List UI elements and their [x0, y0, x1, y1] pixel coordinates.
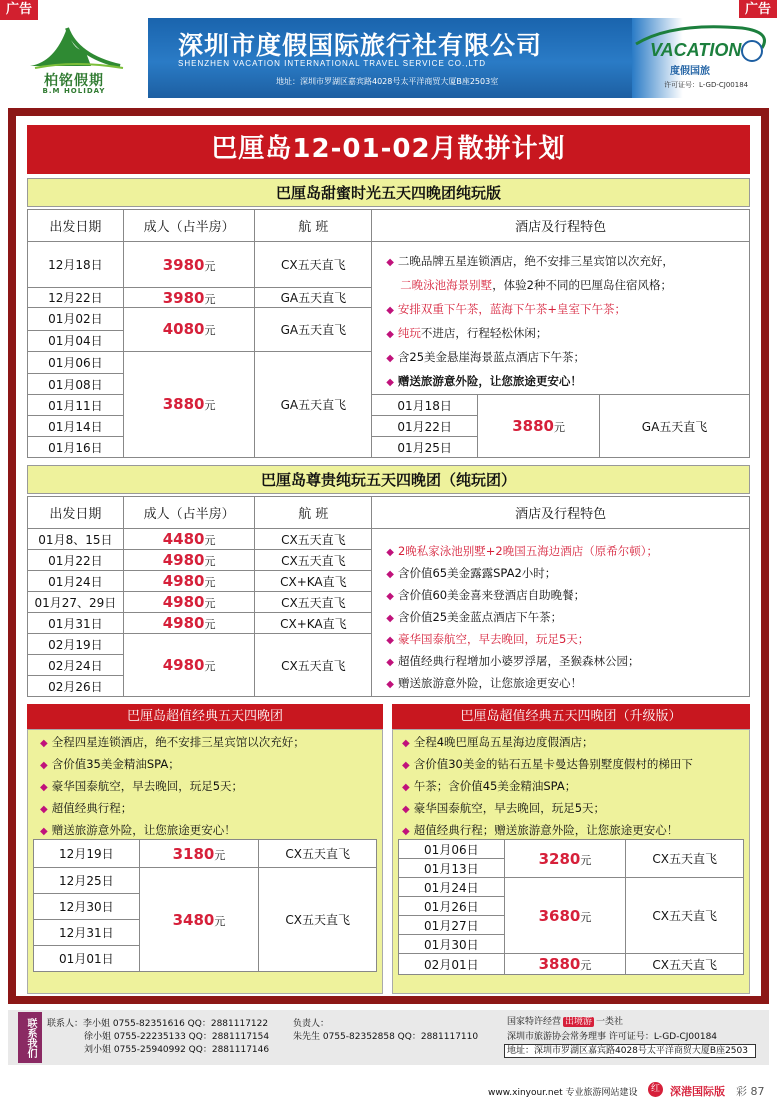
- diamond-bullet-icon: ◆: [402, 760, 410, 771]
- diamond-bullet-icon: ◆: [386, 377, 394, 388]
- table-row-date: 02月01日: [399, 954, 505, 975]
- yuan-unit: 元: [580, 959, 592, 972]
- diamond-bullet-icon: ◆: [386, 547, 394, 558]
- company-name-cn: 深圳市度假国际旅行社有限公司: [178, 31, 543, 60]
- flight-cell: CX五天直飞: [259, 868, 377, 972]
- feature-item: ◆ 二晚品牌五星连锁酒店，绝不安排三星宾馆以次充好，: [386, 254, 674, 268]
- table-row-date: 01月06日: [399, 840, 505, 859]
- yuan-unit: 元: [553, 421, 565, 434]
- page-number: 彩 87: [736, 1085, 765, 1098]
- feature-item: ◆ 全程4晚巴厘岛五星海边度假酒店；: [402, 735, 594, 749]
- feature-item: ◆ 含价值25美金蓝点酒店下午茶；: [386, 610, 563, 624]
- diamond-bullet-icon: ◆: [40, 760, 48, 771]
- price-cell: [504, 878, 626, 954]
- table-row-date: 12月22日: [28, 288, 124, 308]
- price-value: 3180: [172, 844, 215, 863]
- header-license: 许可证号：L-GD-CJ00184: [664, 81, 749, 89]
- company-banner: [148, 18, 632, 98]
- outbound-badge: 出境游: [565, 1017, 593, 1027]
- diamond-bullet-icon: ◆: [402, 804, 410, 815]
- table-row-date: 12月19日: [34, 840, 140, 868]
- diamond-bullet-icon: ◆: [40, 782, 48, 793]
- yuan-unit: 元: [204, 618, 216, 631]
- table-row-date: 01月11日: [28, 395, 124, 416]
- price-value: 4080: [162, 320, 205, 339]
- flight-cell: CX五天直飞: [255, 529, 372, 550]
- diamond-bullet-icon: ◆: [40, 738, 48, 749]
- col-header-flight: 航 班: [255, 497, 372, 529]
- diamond-bullet-icon: ◆: [386, 257, 394, 268]
- yuan-unit: 元: [214, 848, 226, 862]
- feature-item: ◆ 豪华国泰航空，早去晚回，玩足5天；: [386, 632, 590, 646]
- yuan-unit: 元: [204, 259, 216, 273]
- price-value: 4980: [162, 656, 205, 674]
- table-row-date: 01月06日: [28, 351, 124, 374]
- price-cell: [123, 529, 255, 550]
- diamond-bullet-icon: ◆: [386, 635, 394, 646]
- flight-cell: CX五天直飞: [259, 840, 377, 868]
- yuan-unit: 元: [204, 324, 216, 338]
- feature-item: ◆ 午茶；含价值45美金精油SPA；: [402, 779, 577, 793]
- feature-item: ◆ 超值经典行程；: [40, 801, 133, 815]
- price-cell: [139, 840, 259, 868]
- ad-label-right: 广告: [739, 0, 777, 20]
- vacation-logo: [632, 18, 777, 98]
- feature-item: ◆ 赠送旅游意外险，让您旅途更安心！: [386, 374, 582, 388]
- diamond-bullet-icon: ◆: [40, 826, 48, 837]
- diamond-bullet-icon: ◆: [40, 804, 48, 815]
- flight-cell: CX五天直飞: [626, 878, 744, 954]
- price-cell: [123, 613, 255, 634]
- col-header-features: 酒店及行程特色: [372, 497, 750, 529]
- table-row-date: 01月26日: [399, 897, 505, 916]
- flight-cell: CX+KA直飞: [255, 613, 372, 634]
- diamond-bullet-icon: ◆: [386, 613, 394, 624]
- site-credit: www.xinyour.net 专业旅游网站建设: [488, 1088, 638, 1098]
- price-cell: [123, 308, 255, 352]
- col-header-date: 出发日期: [28, 497, 124, 529]
- flight-cell: CX五天直飞: [255, 634, 372, 697]
- table-row-date: 02月24日: [28, 655, 124, 676]
- extra-price-cell: [478, 395, 600, 458]
- contact-us-tag: 联系我们: [18, 1012, 42, 1063]
- flight-cell: CX五天直飞: [255, 550, 372, 571]
- price-value: 4980: [162, 593, 205, 611]
- diamond-bullet-icon: ◆: [386, 657, 394, 668]
- table-row-date: 12月18日: [28, 242, 124, 288]
- price-cell: [123, 592, 255, 613]
- table-row-date: 01月27、29日: [28, 592, 124, 613]
- price-value: 3980: [162, 288, 205, 307]
- diamond-bullet-icon: ◆: [402, 782, 410, 793]
- red-circle-icon: 红: [648, 1082, 663, 1097]
- table-row-date: 02月26日: [28, 676, 124, 697]
- price-cell: [123, 571, 255, 592]
- flight-cell: CX五天直飞: [255, 592, 372, 613]
- section1-title: 巴厘岛甜蜜时光五天四晚团纯玩版: [27, 178, 750, 207]
- yuan-unit: 元: [204, 399, 216, 413]
- price-cell: [504, 840, 626, 878]
- company-address: 地址：深圳市罗湖区嘉宾路4028号太平洋商贸大厦B座2503室: [276, 77, 499, 86]
- feature-item: ◆ 纯玩不进店，行程轻松休闲；: [386, 326, 548, 340]
- responsible-label: 负责人：: [293, 1019, 330, 1029]
- table-row-date: 01月01日: [34, 946, 140, 972]
- box-right-table: [398, 839, 744, 975]
- col-header-date: 出发日期: [28, 210, 124, 242]
- yuan-unit: 元: [204, 555, 216, 568]
- bm-holiday-logo: [0, 22, 148, 98]
- diamond-bullet-icon: ◆: [402, 826, 410, 837]
- price-value: 4480: [162, 530, 205, 548]
- license-line-1: 国家特许经营 出境游 一类社: [507, 1017, 624, 1027]
- bottom-strip: [0, 1080, 777, 1100]
- box-left-title: 巴厘岛超值经典五天四晚团: [27, 704, 383, 729]
- table-row-date: 01月02日: [28, 308, 124, 331]
- diamond-bullet-icon: ◆: [386, 305, 394, 316]
- edition-brand: 深港国际版: [670, 1085, 725, 1098]
- table-row-date: 01月13日: [399, 859, 505, 878]
- feature-item: ◆ 2晚私家泳池别墅+2晚国五海边酒店（原希尔顿）；: [386, 544, 658, 558]
- box-left-features: [40, 732, 305, 842]
- feature-item: ◆ 含价值60美金喜来登酒店自助晚餐；: [386, 588, 586, 602]
- table-row-date: 01月14日: [28, 416, 124, 437]
- section1-table: [27, 209, 750, 458]
- feature-item: ◆ 超值经典行程；赠送旅游意外险，让您旅途更安心！: [402, 823, 679, 837]
- yuan-unit: 元: [580, 853, 592, 867]
- table-row-date: 01月04日: [28, 330, 124, 351]
- footer-address: 地址：深圳市罗湖区嘉宾路4028号太平洋商贸大厦B座2503: [504, 1044, 756, 1058]
- feature-item: ◆ 豪华国泰航空，早去晚回，玩足5天；: [40, 779, 244, 793]
- price-value: 3880: [538, 955, 581, 973]
- price-cell: [139, 868, 259, 972]
- col-header-price: 成人（占半房）: [123, 497, 255, 529]
- feature-item: ◆ 赠送旅游意外险，让您旅途更安心！: [40, 823, 236, 837]
- vacation-cn: 度假国旅: [670, 66, 710, 77]
- feature-item: ◆ 含25美金悬崖海景蓝点酒店下午茶；: [386, 350, 586, 364]
- table-row-date: 01月27日: [399, 916, 505, 935]
- price-cell: [123, 550, 255, 571]
- price-cell: [123, 634, 255, 697]
- box-right-features: [402, 732, 693, 842]
- contact-line: 刘小姐 0755-25940992 QQ：2881117146: [84, 1045, 270, 1055]
- table-row-date: 01月30日: [399, 935, 505, 954]
- flight-cell: CX五天直飞: [626, 954, 744, 975]
- flight-cell: GA五天直飞: [255, 308, 372, 352]
- price-value: 4980: [162, 572, 205, 590]
- diamond-bullet-icon: ◆: [386, 591, 394, 602]
- feature-item: ◆ 安排双重下午茶，蓝海下午茶+皇室下午茶；: [386, 302, 627, 316]
- ad-label-left: 广告: [0, 0, 38, 20]
- table-row-date: 01月24日: [28, 571, 124, 592]
- table-row-date: 02月19日: [28, 634, 124, 655]
- section1-features: [372, 242, 750, 395]
- diamond-bullet-icon: ◆: [402, 738, 410, 749]
- page-header: [0, 18, 777, 98]
- mountain-logo-icon: [25, 22, 125, 70]
- yuan-unit: 元: [214, 914, 226, 928]
- feature-item: ◆ 全程四星连锁酒店，绝不安排三星宾馆以次充好；: [40, 735, 305, 749]
- yuan-unit: 元: [204, 292, 216, 306]
- col-header-price: 成人（占半房）: [123, 210, 255, 242]
- diamond-bullet-icon: ◆: [386, 353, 394, 364]
- contact-line: 徐小姐 0755-22235133 QQ：2881117154: [84, 1032, 270, 1042]
- responsible-contact: 朱先生 0755-82352858 QQ：2881117110: [293, 1032, 479, 1042]
- price-value: 4980: [162, 614, 205, 632]
- diamond-bullet-icon: ◆: [386, 329, 394, 340]
- price-value: 3480: [172, 910, 215, 929]
- section2-title: 巴厘岛尊贵纯玩五天四晚团（纯玩团）: [27, 465, 750, 494]
- table-row-date: 01月24日: [399, 878, 505, 897]
- flight-cell: CX五天直飞: [626, 840, 744, 878]
- flight-cell: CX五天直飞: [255, 242, 372, 288]
- table-row-date: 01月31日: [28, 613, 124, 634]
- price-cell: [123, 288, 255, 308]
- price-value: 3980: [162, 255, 205, 274]
- license-line-2: 深圳市旅游协会常务理事 许可证号：L-GD-CJ00184: [507, 1032, 718, 1042]
- price-value: 4980: [162, 551, 205, 569]
- table-row-date: 01月16日: [28, 437, 124, 458]
- section2-table: [27, 496, 750, 697]
- flight-cell: CX+KA直飞: [255, 571, 372, 592]
- yuan-unit: 元: [204, 660, 216, 673]
- yuan-unit: 元: [580, 910, 592, 924]
- feature-item: 二晚泳池海景别墅，体验2种不同的巴厘岛住宿风格；: [400, 278, 673, 292]
- extra-flight-cell: GA五天直飞: [600, 395, 750, 458]
- price-cell: [504, 954, 626, 975]
- table-row-date: 01月08日: [28, 374, 124, 395]
- extra-date: 01月25日: [372, 437, 478, 458]
- feature-item: ◆ 豪华国泰航空，早去晚回，玩足5天；: [402, 801, 606, 815]
- box-right-title: 巴厘岛超值经典五天四晚团（升级版）: [392, 704, 750, 729]
- extra-date: 01月22日: [372, 416, 478, 437]
- table-row-date: 01月8、15日: [28, 529, 124, 550]
- feature-item: ◆ 含价值30美金的钻石五星卡曼达鲁别墅度假村的梯田下: [402, 757, 693, 771]
- diamond-bullet-icon: ◆: [386, 569, 394, 580]
- table-row-date: 12月30日: [34, 894, 140, 920]
- yuan-unit: 元: [204, 534, 216, 547]
- price-cell: [123, 242, 255, 288]
- logo-cn-text: 柏铭假期: [44, 73, 104, 89]
- yuan-unit: 元: [204, 576, 216, 589]
- col-header-features: 酒店及行程特色: [372, 210, 750, 242]
- table-row-date: 12月25日: [34, 868, 140, 894]
- yuan-unit: 元: [204, 597, 216, 610]
- flight-cell: GA五天直飞: [255, 351, 372, 458]
- diamond-bullet-icon: ◆: [386, 679, 394, 690]
- section2-features: [372, 529, 750, 697]
- price-value: 3880: [512, 417, 554, 435]
- table-row-date: 12月31日: [34, 920, 140, 946]
- price-value: 3280: [538, 849, 581, 868]
- page-title: 巴厘岛12-01-02月散拼计划: [27, 125, 750, 174]
- vacation-word: VACATION: [650, 40, 742, 60]
- company-name-en: SHENZHEN VACATION INTERNATIONAL TRAVEL SERVICE CO.,LTD: [178, 59, 486, 68]
- feature-item: ◆ 超值经典行程增加小婆罗浮屠，圣猴森林公园；: [386, 654, 640, 668]
- price-cell: [123, 351, 255, 458]
- feature-item: ◆ 含价值35美金精油SPA；: [40, 757, 180, 771]
- feature-item: ◆ 赠送旅游意外险，让您旅途更安心！: [386, 676, 582, 690]
- feature-item: ◆ 含价值65美金露露SPA2小时；: [386, 566, 557, 580]
- price-value: 3680: [538, 906, 581, 925]
- price-value: 3880: [162, 395, 205, 414]
- col-header-flight: 航 班: [255, 210, 372, 242]
- extra-date: 01月18日: [372, 395, 478, 416]
- contact-line: 联系人：李小姐 0755-82351616 QQ：2881117122: [47, 1019, 269, 1029]
- logo-en-text: B.M HOLIDAY: [42, 87, 106, 95]
- flight-cell: GA五天直飞: [255, 288, 372, 308]
- box-left-table: [33, 839, 377, 972]
- table-row-date: 01月22日: [28, 550, 124, 571]
